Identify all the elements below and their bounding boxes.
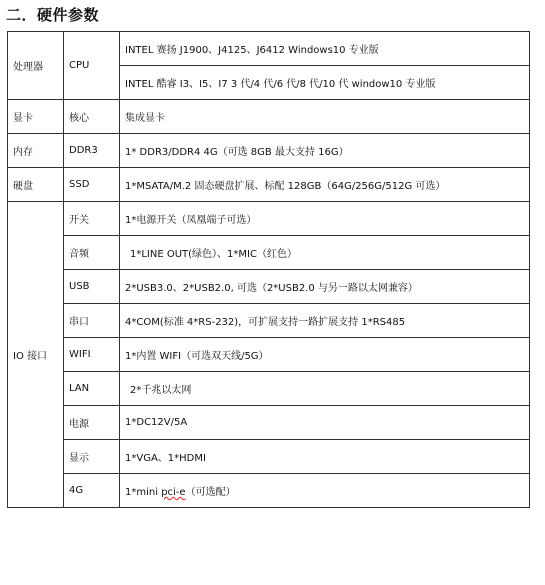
table-row (8, 440, 530, 474)
table-row (8, 134, 530, 168)
value-cell: 1*LINE OUT(绿色）、1*MIC（红色） (120, 236, 530, 270)
item-cell: SSD (64, 168, 120, 202)
table-row (8, 406, 530, 440)
spellcheck-underlined-text: pci-e (161, 487, 186, 498)
category-cell: 显卡 (8, 100, 64, 134)
value-cell: 1*MSATA/M.2 固态硬盘扩展、标配 128GB（64G/256G/512G 可选） (120, 168, 530, 202)
item-cell: 核心 (64, 100, 120, 134)
value-cell: 1*内置 WIFI（可选双天线/5G） (120, 338, 530, 372)
table-row (8, 168, 530, 202)
item-cell: WIFI (64, 338, 120, 372)
value-prefix: 1*mini (125, 487, 162, 498)
table-row (8, 338, 530, 372)
category-cell: 内存 (8, 134, 64, 168)
value-cell: 4*COM(标准 4*RS-232)，可扩展支持一路扩展支持 1*RS485 (120, 304, 530, 338)
table-row (8, 304, 530, 338)
item-cell: CPU (64, 32, 120, 100)
value-suffix: （可选配） (185, 487, 236, 498)
section-heading: 二．硬件参数 (6, 6, 100, 24)
value-cell: 集成显卡 (120, 100, 530, 134)
value-cell: 1* DDR3/DDR4 4G（可选 8GB 最大支持 16G） (120, 134, 530, 168)
item-cell: 电源 (64, 406, 120, 440)
table-row (8, 236, 530, 270)
table-row (8, 474, 530, 508)
table-row (8, 202, 530, 236)
item-cell: 音频 (64, 236, 120, 270)
value-cell: INTEL 赛扬 J1900、J4125、J6412 Windows10 专业版 (120, 32, 530, 66)
value-cell: 1*VGA、1*HDMI (120, 440, 530, 474)
item-cell: USB (64, 270, 120, 304)
item-cell: LAN (64, 372, 120, 406)
value-cell: 2*千兆以太网 (120, 372, 530, 406)
value-cell (120, 474, 530, 508)
value-cell: 1*电源开关（凤凰端子可选） (120, 202, 530, 236)
table-row (8, 270, 530, 304)
category-cell: 硬盘 (8, 168, 64, 202)
table-row (8, 100, 530, 134)
table-row (8, 372, 530, 406)
item-cell: DDR3 (64, 134, 120, 168)
item-cell: 显示 (64, 440, 120, 474)
table-row (8, 32, 530, 66)
category-cell: IO 接口 (8, 202, 64, 508)
item-cell: 开关 (64, 202, 120, 236)
value-cell: 1*DC12V/5A (120, 406, 530, 440)
hardware-spec-table (7, 31, 530, 508)
value-cell: INTEL 酷睿 I3、I5、I7 3 代/4 代/6 代/8 代/10 代 window10 专业版 (120, 66, 530, 100)
item-cell: 4G (64, 474, 120, 508)
category-cell: 处理器 (8, 32, 64, 100)
value-cell: 2*USB3.0、2*USB2.0, 可选（2*USB2.0 与另一路以太网兼容） (120, 270, 530, 304)
item-cell: 串口 (64, 304, 120, 338)
